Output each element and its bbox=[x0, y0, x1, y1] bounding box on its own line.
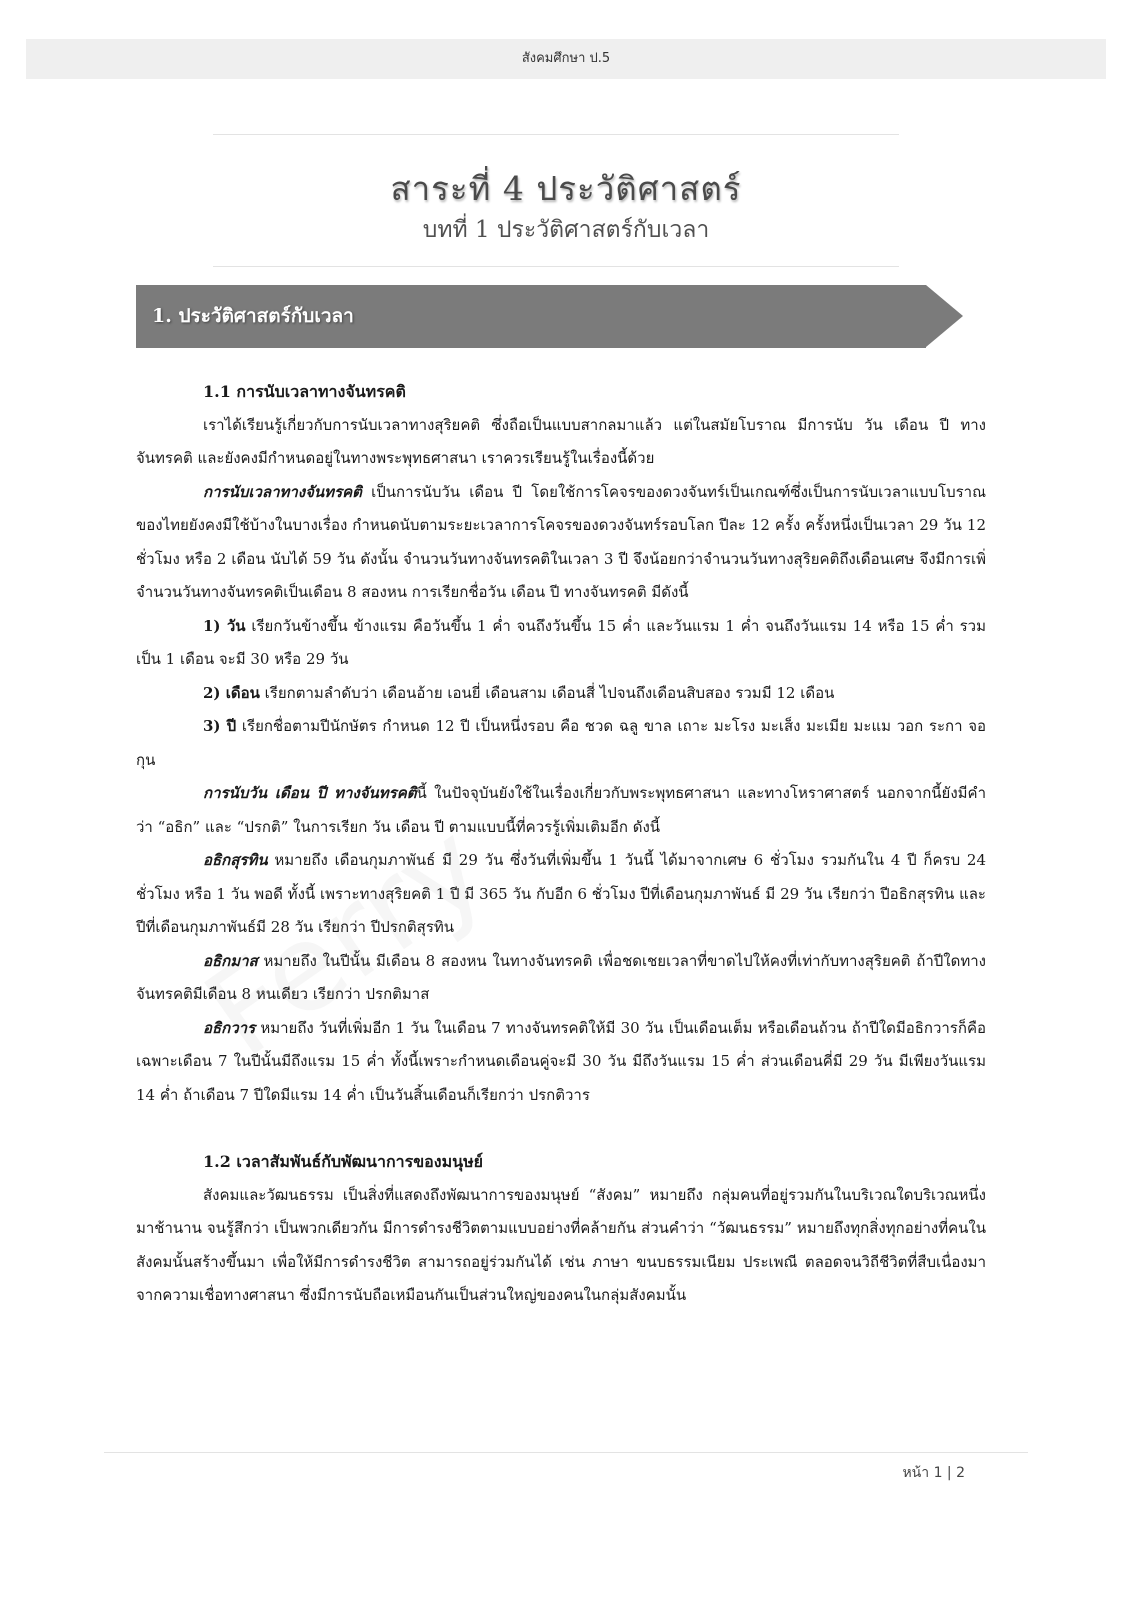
section-title: 1. ประวัติศาสตร์กับเวลา bbox=[152, 305, 354, 327]
page-header: สังคมศึกษา ป.5 bbox=[26, 39, 1106, 79]
item-label: 2) เดือน bbox=[203, 683, 260, 702]
paragraph bbox=[136, 844, 986, 945]
title-bottom-rule bbox=[213, 266, 899, 267]
list-item bbox=[136, 710, 986, 777]
paragraph bbox=[136, 1012, 986, 1113]
paragraph bbox=[136, 945, 986, 1012]
page-number: หน้า 1 | 2 bbox=[902, 1465, 965, 1481]
item-label: 3) ปี bbox=[203, 717, 237, 735]
title-top-rule bbox=[213, 134, 899, 135]
term: อธิกวาร bbox=[203, 1018, 256, 1037]
text: นี้ ในปัจจุบันยังใช้ในเรื่องเกี่ยวกับพระพุทธศาสนา และทางโหราศาสตร์ นอกจากนี้ยังมีคำว่า “อธิก” และ “ปรกติ” ในการเรียก วัน เดือน ปี ตามแบบนี้ที่ควรรู้เพิ่มเติมอีก ดังนี้ bbox=[136, 784, 986, 836]
term: อธิกมาส bbox=[203, 951, 258, 970]
subsection-heading: 1.2 เวลาสัมพันธ์กับพัฒนาการของมนุษย์ bbox=[203, 1152, 484, 1171]
term: การนับเวลาทางจันทรคติ bbox=[203, 482, 362, 501]
document-body bbox=[136, 375, 986, 1313]
item-label: 1) วัน bbox=[203, 616, 246, 635]
text: เป็นการนับวัน เดือน ปี โดยใช้การโคจรของดวงจันทร์เป็นเกณฑ์ซึ่งเป็นการนับเวลาแบบโบราณของไทยยังคงมีใช้บ้างในบางเรื่อง กำหนดนับตามระยะเวลาการโคจรของดวงจันทร์รอบโลก ปีละ 12 ครั้ง ครั้งหนึ่งเป็นเวลา 29 วัน 12 ชั่วโมง หรือ 2 เดือน นับได้ 59 วัน ดังนั้น จำนวนวันทางจันทรคติในเวลา 3 ปี จึงน้อยกว่าจำนวนวันทางสุริยคติถึงเดือนเศษ จึงมีการเพิ่จำนวนวันทางจันทรคติเป็นเดือน 8 สองหน การเรียกชื่อวัน เดือน ปี ทางจันทรคติ มีดังนี้ bbox=[136, 482, 986, 601]
page-subtitle: บทที่ 1 ประวัติศาสตร์กับเวลา bbox=[422, 217, 710, 243]
spacer bbox=[136, 1112, 986, 1145]
paragraph: เราได้เรียนรู้เกี่ยวกับการนับเวลาทางสุริยคติ ซึ่งถือเป็นแบบสากลมาแล้ว แต่ในสมัยโบราณ มีการนับ วัน เดือน ปี ทางจันทรคติ และยังคงมีกำหนดอยู่ในทางพระพุทธศาสนา เราควรเรียนรู้ในเรื่องนี้ด้วย bbox=[136, 415, 986, 467]
text: หมายถึง เดือนกุมภาพันธ์ มี 29 วัน ซึ่งวันที่เพิ่มขึ้น 1 วันนี้ ได้มาจากเศษ 6 ชั่วโมง รวมกันใน 4 ปี ก็ครบ 24 ชั่วโมง หรือ 1 วัน พอดี ทั้งนี้ เพราะทางสุริยคติ 1 ปี มี 365 วัน กับอีก 6 ชั่วโมง ปีที่เดือนกุมภาพันธ์ มี 29 วัน เรียกว่า ปีอธิกสุรทิน และปีที่เดือนกุมภาพันธ์มี 28 วัน เรียกว่า ปีปรกติสุรทิน bbox=[136, 851, 986, 936]
page-title: สาระที่ 4 ประวัติศาสตร์ bbox=[390, 169, 742, 208]
term: อธิกสุรทิน bbox=[203, 851, 268, 869]
text: หมายถึง วันที่เพิ่มอีก 1 วัน ในเดือน 7 ทางจันทรคติให้มี 30 วัน เป็นเดือนเต็ม หรือเดือนถ้วน ถ้าปีใดมีอธิกวารก็คือ เฉพาะเดือน 7 ในปีนั้นมีถึงแรม 15 ค่ำ ทั้งนี้เพราะกำหนดเดือนคู่จะมี 30 วัน มีถึงวันแรม 15 ค่ำ ส่วนเดือนคี่มี 29 วัน มีเพียงวันแรม 14 ค่ำ ถ้าเดือน 7 ปีใดมีแรม 14 ค่ำ เป็นวันสิ้นเดือนก็เรียกว่า ปรกติวาร bbox=[136, 1018, 986, 1104]
text: เรียกตามลำดับว่า เดือนอ้าย เอนยี่ เดือนสาม เดือนสี่ ไปจนถึงเดือนสิบสอง รวมมี 12 เดือน bbox=[259, 683, 835, 702]
footer-rule bbox=[104, 1452, 1028, 1453]
subsection-heading: 1.1 การนับเวลาทางจันทรคติ bbox=[203, 382, 406, 401]
text: เรียกวันข้างขึ้น ข้างแรม คือวันขึ้น 1 ค่ำ จนถึงวันขึ้น 15 ค่ำ และวันแรม 1 ค่ำ จนถึงวันแรม 14 หรือ 15 ค่ำ รวมเป็น 1 เดือน จะมี 30 หรือ 29 วัน bbox=[136, 616, 986, 668]
list-item bbox=[136, 677, 986, 711]
term: การนับวัน เดือน ปี ทางจันทรคติ bbox=[203, 784, 417, 802]
paragraph bbox=[136, 476, 986, 610]
text: หมายถึง ในปีนั้น มีเดือน 8 สองหน ในทางจันทรคติ เพื่อชดเชยเวลาที่ขาดไปให้คงที่เท่ากับทางสุริยคติ ถ้าปีใดทางจันทรคติมีเดือน 8 หนเดียว เรียกว่า ปรกติมาส bbox=[136, 951, 986, 1003]
paragraph bbox=[136, 777, 986, 844]
text: เรียกชื่อตามปีนักษัตร กำหนด 12 ปี เป็นหนึ่งรอบ คือ ชวด ฉลู ขาล เถาะ มะโรง มะเส็ง มะเมีย มะแม วอก ระกา จอ กุน bbox=[136, 717, 987, 769]
list-item bbox=[136, 610, 986, 677]
paragraph: สังคมและวัฒนธรรม เป็นสิ่งที่แสดงถึงพัฒนาการของมนุษย์ “สังคม” หมายถึง กลุ่มคนที่อยู่รวมกันในบริเวณใดบริเวณหนึ่งมาช้านาน จนรู้สึกว่า เป็นพวกเดียวกัน มีการดำรงชีวิตตามแบบอย่างที่คล้ายกัน ส่วนคำว่า “วัฒนธรรม” หมายถึงทุกสิ่งทุกอย่างที่คนในสังคมนั้นสร้างขึ้นมา เพื่อให้มีการดำรงชีวิต สามารถอยู่ร่วมกันได้ เช่น ภาษา ขนบธรรมเนียม ประเพณี ตลอดจนวิถีชีวิตที่สืบเนื่องมาจากความเชื่อทางศาสนา ซึ่งมีการนับถือเหมือนกันเป็นส่วนใหญ่ของคนในกลุ่มสังคมนั้น bbox=[136, 1185, 986, 1304]
section-banner-arrow bbox=[926, 285, 963, 347]
